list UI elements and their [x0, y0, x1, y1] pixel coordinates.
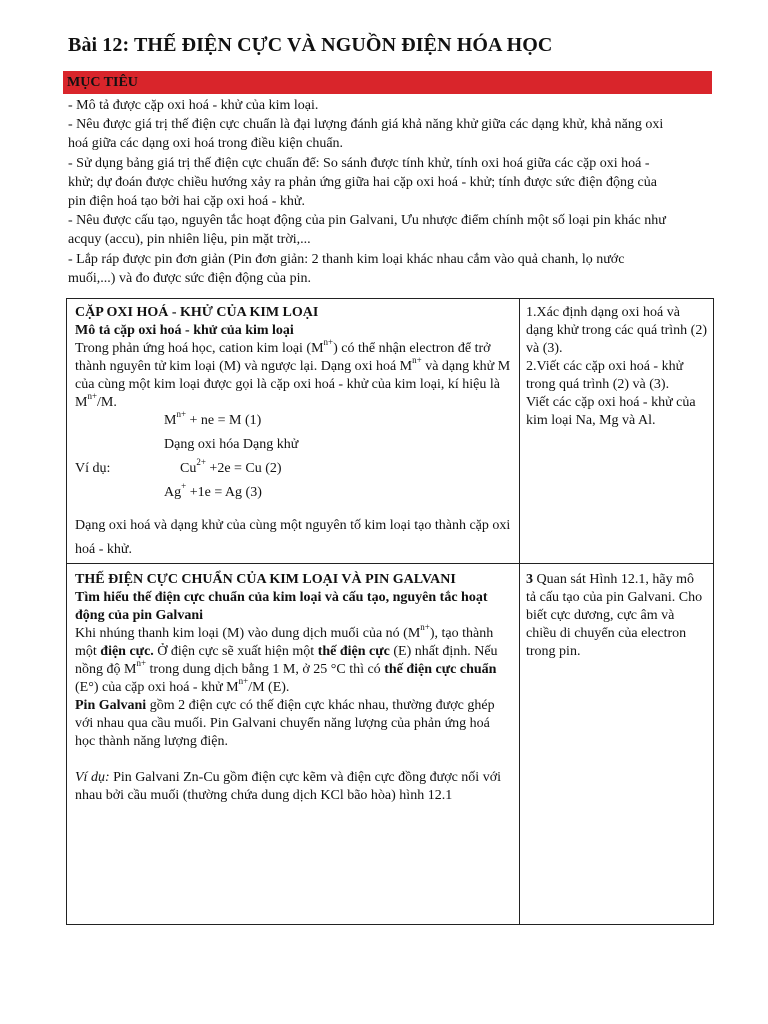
section1-question-text: 1.Xác định dạng oxi hoá và dạng khử trong các quá trình (2) và (3). 2.Viết các cặp oxi hoá - khử trong quá trình (2) và (3). Viết các cặp oxi hoá - khử của kim loại Na, Mg và Al. [526, 305, 707, 428]
objectives-banner: MỤC TIÊU [63, 71, 712, 94]
section2-example: Ví dụ: Pin Galvani Zn-Cu gồm điện cực kẽm và điện cực đồng được nối với nhau bởi cầu muối (thường chứa dung dịch KCl bão hòa) hình 12.1 [75, 770, 501, 803]
section2-paragraph-2: Pin Galvani gồm 2 điện cực có thế điện cực khác nhau, thường được ghép với nhau qua cầu muối. Pin Galvani chuyển năng lượng của phản ứng hoá học thành năng lượng điện. [75, 698, 495, 749]
objective-line: pin điện hoá tạo bởi hai cặp oxi hoá - khử. [68, 194, 305, 210]
section2-paragraph-1: Khi nhúng thanh kim loại (M) vào dung dịch muối của nó $(M^{n+})$, tạo thành một điện cực. Ở điện cực sẽ xuất hiện một thế điện cực (E) nhất định. Nếu nồng độ $M^{n+}$ trong dung dịch bằng 1 M, ở 25 °C thì có thế điện cực chuẩn (E°) của cặp oxi hoá - khử $M^{n+}/M$ (E). [75, 622, 498, 695]
objective-line: - Nêu được giá trị thế điện cực chuẩn là đại lượng đánh giá khả năng khử giữa các dạng khử, khả năng oxi [68, 117, 664, 133]
section1-heading: CẶP OXI HOÁ - KHỬ CỦA KIM LOẠI [75, 305, 319, 320]
section1-note: Dạng oxi hoá và dạng khử của cùng một nguyên tố kim loại tạo thành cặp oxi hoá - khử. [75, 518, 511, 557]
example-label: Ví dụ: [75, 461, 111, 476]
section2-question-text: 3 Quan sát Hình 12.1, hãy mô tả cấu tạo của pin Galvani. Cho biết cực dương, cực âm và chiều di chuyển của electron trong pin. [526, 572, 703, 659]
equation-1: $M^{n+}$ + ne = M (1) [164, 409, 262, 428]
objective-line: - Sử dụng bảng giá trị thế điện cực chuẩn để: So sánh được tính khử, tính oxi hoá giữa các cặp oxi hoá - [68, 155, 650, 171]
equation-labels: Dạng oxi hóa Dạng khử [164, 437, 299, 452]
objective-line: muối,...) và đo được sức điện động của pin. [68, 270, 312, 286]
objectives-list [68, 96, 714, 288]
objective-line: - Mô tả được cặp oxi hoá - khử của kim loại. [68, 98, 319, 113]
objective-line: khử; dự đoán được chiều hướng xảy ra phản ứng giữa hai cặp oxi hoá - khử; tính được sức điện động của [68, 174, 657, 190]
objective-line: hoá giữa các dạng oxi hoá trong điều kiện chuẩn. [68, 136, 344, 152]
example-equation-2: Ví dụ: $Cu^{2+} +2e = Cu$ (2) [75, 457, 282, 476]
section1-questions [520, 299, 714, 564]
section1-subheading: Mô tả cặp oxi hoá - khử của kim loại [75, 323, 294, 338]
lesson-title: Bài 12: THẾ ĐIỆN CỰC VÀ NGUỒN ĐIỆN HÓA HỌC [68, 34, 553, 56]
section2-questions [520, 564, 714, 925]
section-row-1 [67, 299, 714, 564]
section2-subheading: Tìm hiểu thế điện cực chuẩn của kim loại và cấu tạo, nguyên tắc hoạt động của pin Galvani [75, 590, 488, 623]
objective-line: - Nêu được cấu tạo, nguyên tắc hoạt động của pin Galvani, Ưu nhược điểm chính một số loại pin khác như [68, 213, 666, 229]
objective-line: - Lắp ráp được pin đơn giản (Pin đơn giản: 2 thanh kim loại khác nhau cắm vào quả chanh, lọ nước [68, 251, 625, 267]
section1-paragraph: Trong phản ứng hoá học, cation kim loại $(M^{n+})$ có thể nhận electron để trở thành nguyên tử kim loại (M) và ngược lại. Dạng oxi hoá $M^{n+}$ và dạng khử M của cùng một kim loại được gọi là cặp oxi hoá - khử của kim loại, kí hiệu là $M^{n+}/M$. [75, 337, 511, 410]
section1-content [67, 299, 520, 564]
section-row-2 [67, 564, 714, 925]
section2-heading: THẾ ĐIỆN CỰC CHUẨN CỦA KIM LOẠI VÀ PIN GALVANI [75, 572, 456, 587]
section2-content [67, 564, 520, 925]
example-equation-3: Ag+ +1e = Ag (3) [164, 481, 262, 500]
content-table [66, 298, 714, 925]
objective-line: acquy (accu), pin nhiên liệu, pin mặt trời,... [68, 232, 311, 248]
